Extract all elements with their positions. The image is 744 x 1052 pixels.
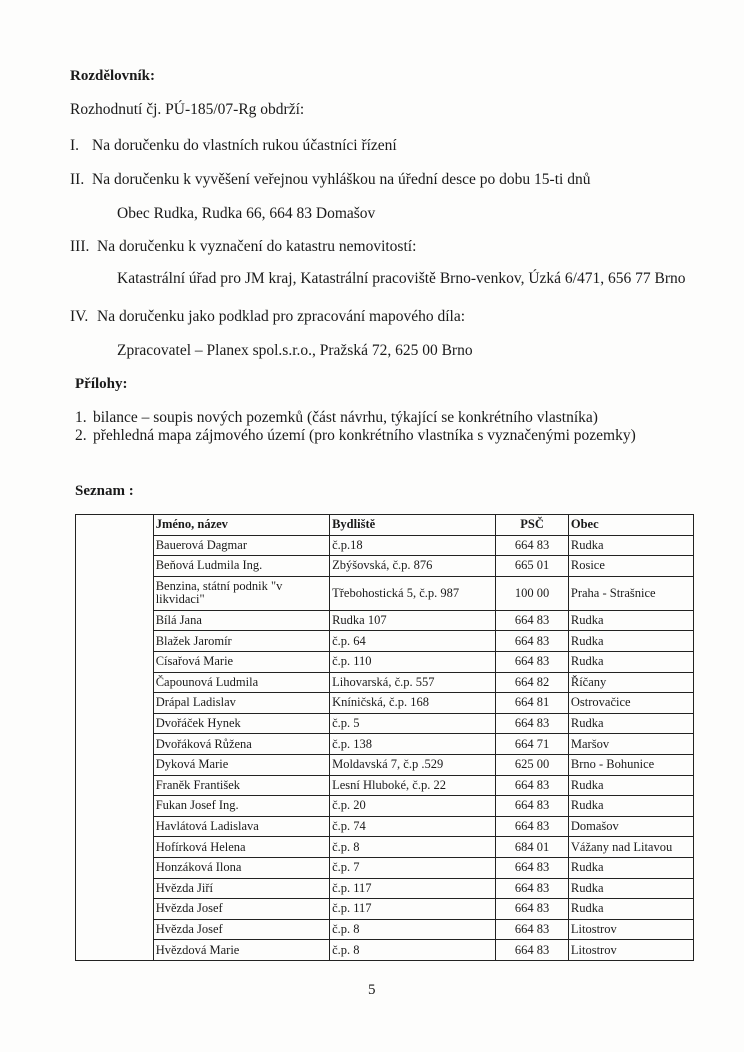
item-text: Na doručenku do vlastních rukou účastníci řízení (92, 137, 397, 154)
recipient-detail: Katastrální úřad pro JM kraj, Katastrální pracoviště Brno-venkov, Úzká 6/471, 656 77 Brno (117, 270, 686, 287)
blank-cell (76, 919, 154, 940)
table-row (76, 816, 694, 837)
seznam-heading: Seznam : (75, 483, 134, 499)
cell-postcode: 664 83 (496, 899, 569, 920)
blank-cell (76, 672, 154, 693)
recipient-item (70, 238, 416, 256)
cell-address: č.p. 8 (330, 919, 496, 940)
cell-name: Hvězdová Marie (153, 940, 329, 961)
cell-municipality: Rudka (568, 651, 693, 672)
cell-municipality: Maršov (568, 734, 693, 755)
cell-municipality: Praha - Strašnice (568, 576, 693, 610)
cell-address: Rudka 107 (330, 610, 496, 631)
cell-address: Kníničská, č.p. 168 (330, 693, 496, 714)
cell-address: č.p. 20 (330, 796, 496, 817)
cell-postcode: 664 82 (496, 672, 569, 693)
attachment-item (75, 409, 598, 427)
cell-name: Fukan Josef Ing. (153, 796, 329, 817)
cell-postcode: 100 00 (496, 576, 569, 610)
cell-postcode: 664 83 (496, 651, 569, 672)
cell-postcode: 664 71 (496, 734, 569, 755)
table-row (76, 672, 694, 693)
cell-postcode: 664 83 (496, 816, 569, 837)
table-row (76, 940, 694, 961)
cell-name: Čapounová Ludmila (153, 672, 329, 693)
table-row (76, 775, 694, 796)
cell-address: č.p. 138 (330, 734, 496, 755)
cell-municipality: Rudka (568, 796, 693, 817)
column-header-name: Jméno, název (153, 515, 329, 536)
cell-municipality: Říčany (568, 672, 693, 693)
table-row (76, 796, 694, 817)
cell-municipality: Rudka (568, 610, 693, 631)
cell-postcode: 664 83 (496, 940, 569, 961)
item-number: 2. (75, 427, 87, 444)
cell-municipality: Domašov (568, 816, 693, 837)
cell-postcode: 664 83 (496, 919, 569, 940)
rozdelovnik-heading: Rozdělovník: (70, 68, 156, 84)
blank-cell (76, 940, 154, 961)
cell-name: Bílá Jana (153, 610, 329, 631)
attachment-item (75, 427, 636, 445)
cell-municipality: Rosice (568, 556, 693, 577)
cell-name: Blažek Jaromír (153, 631, 329, 652)
cell-address: č.p. 117 (330, 878, 496, 899)
blank-cell (76, 713, 154, 734)
table-row (76, 713, 694, 734)
item-number: IV. (70, 308, 89, 325)
table-row (76, 693, 694, 714)
item-text: Na doručenku k vyvěšení veřejnou vyhláškou na úřední desce po dobu 15-ti dnů (92, 171, 591, 188)
column-header-postcode: PSČ (496, 515, 569, 536)
table-row (76, 919, 694, 940)
blank-cell (76, 631, 154, 652)
cell-address: Moldavská 7, č.p .529 (330, 754, 496, 775)
cell-address: č.p. 64 (330, 631, 496, 652)
prilohy-heading: Přílohy: (75, 376, 128, 392)
table-row (76, 576, 694, 610)
blank-cell (76, 610, 154, 631)
cell-municipality: Vážany nad Litavou (568, 837, 693, 858)
blank-column-header (76, 515, 154, 536)
cell-address: č.p. 8 (330, 837, 496, 858)
table-row (76, 734, 694, 755)
cell-address: č.p. 8 (330, 940, 496, 961)
recipient-item (70, 308, 465, 326)
cell-postcode: 684 01 (496, 837, 569, 858)
cell-municipality: Litostrov (568, 940, 693, 961)
table-header-row (76, 515, 694, 536)
blank-cell (76, 651, 154, 672)
cell-municipality: Rudka (568, 857, 693, 878)
item-text: Na doručenku jako podklad pro zpracování mapového díla: (97, 308, 466, 325)
table-row (76, 857, 694, 878)
cell-postcode: 664 83 (496, 775, 569, 796)
cell-postcode: 664 83 (496, 535, 569, 556)
cell-postcode: 664 83 (496, 610, 569, 631)
item-text: bilance – soupis nových pozemků (část návrhu, týkající se konkrétního vlastníka) (93, 409, 598, 426)
cell-postcode: 664 83 (496, 796, 569, 817)
cell-address: č.p. 5 (330, 713, 496, 734)
cell-name: Bauerová Dagmar (153, 535, 329, 556)
cell-name: Dyková Marie (153, 754, 329, 775)
cell-name: Benzina, státní podnik "v likvidaci" (153, 576, 329, 610)
cell-name: Hvězda Jiří (153, 878, 329, 899)
blank-cell (76, 734, 154, 755)
cell-municipality: Rudka (568, 631, 693, 652)
cell-address: č.p.18 (330, 535, 496, 556)
cell-postcode: 664 83 (496, 713, 569, 734)
cell-name: Hvězda Josef (153, 899, 329, 920)
cell-name: Drápal Ladislav (153, 693, 329, 714)
cell-address: Třebohostická 5, č.p. 987 (330, 576, 496, 610)
column-header-municipality: Obec (568, 515, 693, 536)
recipient-item (70, 171, 590, 189)
blank-cell (76, 535, 154, 556)
item-number: II. (70, 171, 85, 188)
cell-municipality: Rudka (568, 878, 693, 899)
item-number: III. (70, 238, 90, 255)
table-row (76, 556, 694, 577)
cell-name: Franěk František (153, 775, 329, 796)
page-number: 5 (368, 982, 376, 998)
item-text: Na doručenku k vyznačení do katastru nemovitostí: (97, 238, 417, 255)
table-row (76, 754, 694, 775)
cell-postcode: 664 81 (496, 693, 569, 714)
cell-municipality: Rudka (568, 775, 693, 796)
cell-address: č.p. 117 (330, 899, 496, 920)
cell-address: Lihovarská, č.p. 557 (330, 672, 496, 693)
cell-address: č.p. 74 (330, 816, 496, 837)
blank-cell (76, 816, 154, 837)
table-row (76, 837, 694, 858)
blank-cell (76, 693, 154, 714)
recipients-table (75, 514, 694, 961)
blank-cell (76, 857, 154, 878)
cell-address: Zbýšovská, č.p. 876 (330, 556, 496, 577)
table-row (76, 899, 694, 920)
blank-cell (76, 775, 154, 796)
cell-address: č.p. 7 (330, 857, 496, 878)
blank-cell (76, 837, 154, 858)
recipient-detail: Obec Rudka, Rudka 66, 664 83 Domašov (117, 205, 376, 222)
table-row (76, 631, 694, 652)
table-row (76, 610, 694, 631)
cell-name: Hvězda Josef (153, 919, 329, 940)
item-text: přehledná mapa zájmového území (pro konkrétního vlastníka s vyznačenými pozemky) (93, 427, 636, 444)
cell-municipality: Rudka (568, 899, 693, 920)
cell-name: Dvořáková Růžena (153, 734, 329, 755)
blank-cell (76, 899, 154, 920)
cell-name: Havlátová Ladislava (153, 816, 329, 837)
cell-name: Beňová Ludmila Ing. (153, 556, 329, 577)
recipient-detail: Zpracovatel – Planex spol.s.r.o., Pražská 72, 625 00 Brno (117, 342, 473, 359)
cell-name: Dvořáček Hynek (153, 713, 329, 734)
rozdelovnik-intro: Rozhodnutí čj. PÚ-185/07-Rg obdrží: (70, 101, 305, 118)
recipient-item (70, 137, 397, 155)
cell-postcode: 625 00 (496, 754, 569, 775)
cell-municipality: Rudka (568, 713, 693, 734)
blank-cell (76, 576, 154, 610)
cell-postcode: 665 01 (496, 556, 569, 577)
item-number: I. (70, 137, 80, 154)
table-row (76, 878, 694, 899)
column-header-address: Bydliště (330, 515, 496, 536)
cell-postcode: 664 83 (496, 857, 569, 878)
cell-municipality: Rudka (568, 535, 693, 556)
cell-name: Císařová Marie (153, 651, 329, 672)
cell-municipality: Ostrovačice (568, 693, 693, 714)
blank-cell (76, 796, 154, 817)
blank-cell (76, 878, 154, 899)
cell-name: Honzáková Ilona (153, 857, 329, 878)
cell-municipality: Brno - Bohunice (568, 754, 693, 775)
cell-postcode: 664 83 (496, 878, 569, 899)
table-row (76, 651, 694, 672)
cell-name: Hofírková Helena (153, 837, 329, 858)
blank-cell (76, 556, 154, 577)
cell-postcode: 664 83 (496, 631, 569, 652)
cell-address: č.p. 110 (330, 651, 496, 672)
table-row (76, 535, 694, 556)
item-number: 1. (75, 409, 87, 426)
cell-municipality: Litostrov (568, 919, 693, 940)
blank-cell (76, 754, 154, 775)
cell-address: Lesní Hluboké, č.p. 22 (330, 775, 496, 796)
